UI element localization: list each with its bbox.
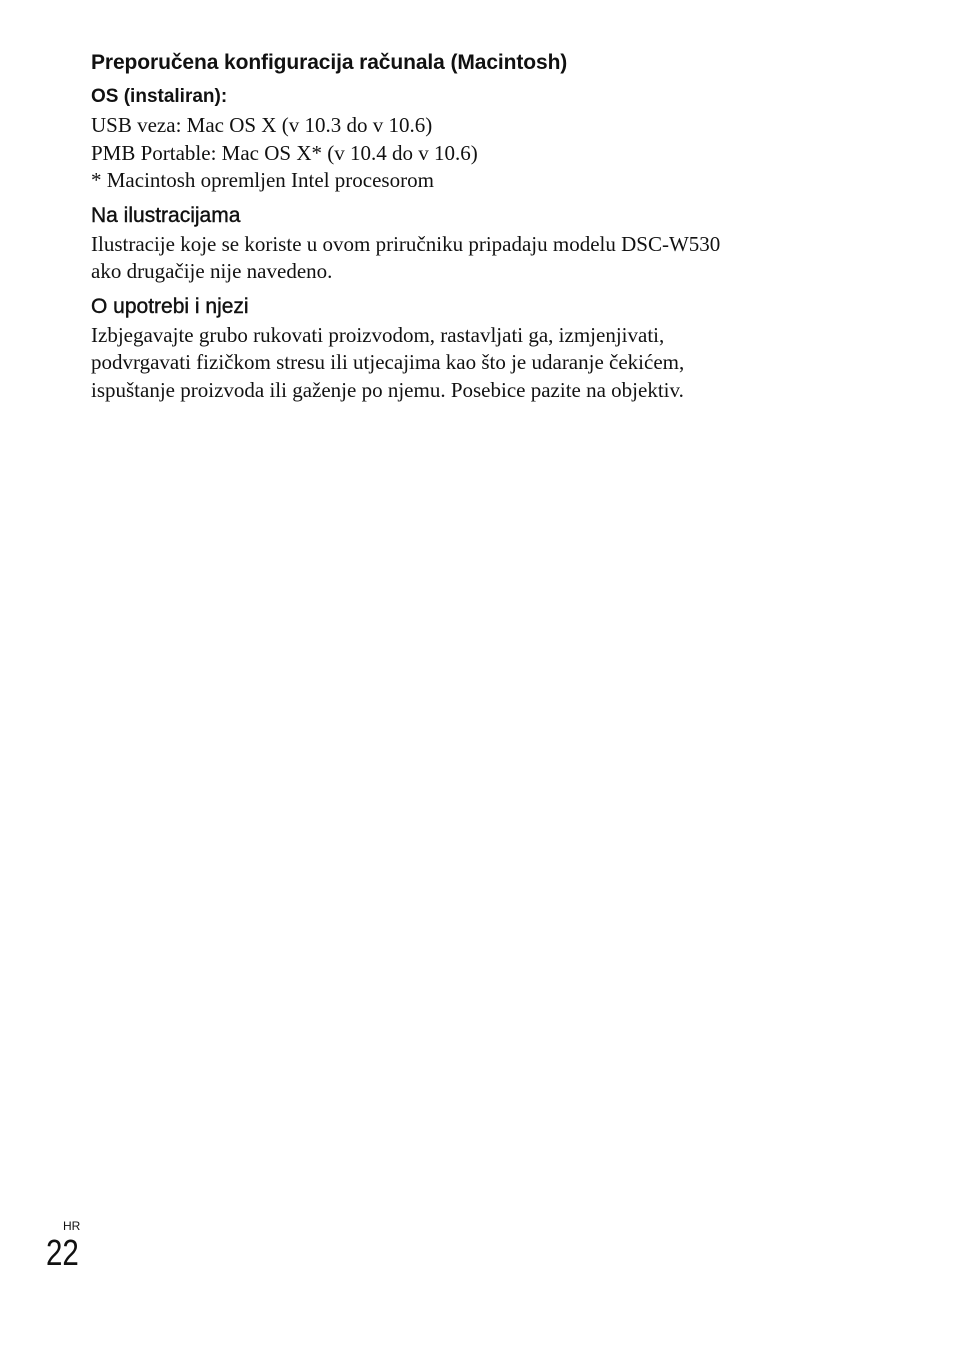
usage-line: ispuštanje proizvoda ili gaženje po njemu. Posebice pazite na objektiv. <box>91 377 684 402</box>
illustrations-section-title: Na ilustracijama <box>91 203 241 227</box>
usage-line: podvrgavati fizičkom stresu ili utjecajima kao što je udaranje čekićem, <box>91 350 685 374</box>
language-code: HR <box>63 1219 81 1233</box>
config-paragraph <box>91 112 871 195</box>
page-content <box>91 48 871 404</box>
usage-section-title: O upotrebi i njezi <box>91 294 249 318</box>
page-number: 22 <box>46 1232 79 1273</box>
os-heading: OS (instaliran): <box>91 86 228 107</box>
config-line: * Macintosh opremljen Intel procesorom <box>91 168 434 192</box>
illustrations-line: ako drugačije nije navedeno. <box>91 259 333 283</box>
config-line: PMB Portable: Mac OS X* (v 10.4 do v 10.6) <box>91 140 478 165</box>
usage-paragraph <box>91 322 871 405</box>
illustrations-line: Ilustracije koje se koriste u ovom priručniku pripadaju modelu DSC-W530 <box>91 231 721 256</box>
usage-line: Izbjegavajte grubo rukovati proizvodom, rastavljati ga, izmjenjivati, <box>91 322 665 347</box>
illustrations-paragraph <box>91 231 871 286</box>
config-line: USB veza: Mac OS X (v 10.3 do v 10.6) <box>91 113 433 137</box>
config-section-title: Preporučena konfiguracija računala (Macintosh) <box>91 51 568 74</box>
